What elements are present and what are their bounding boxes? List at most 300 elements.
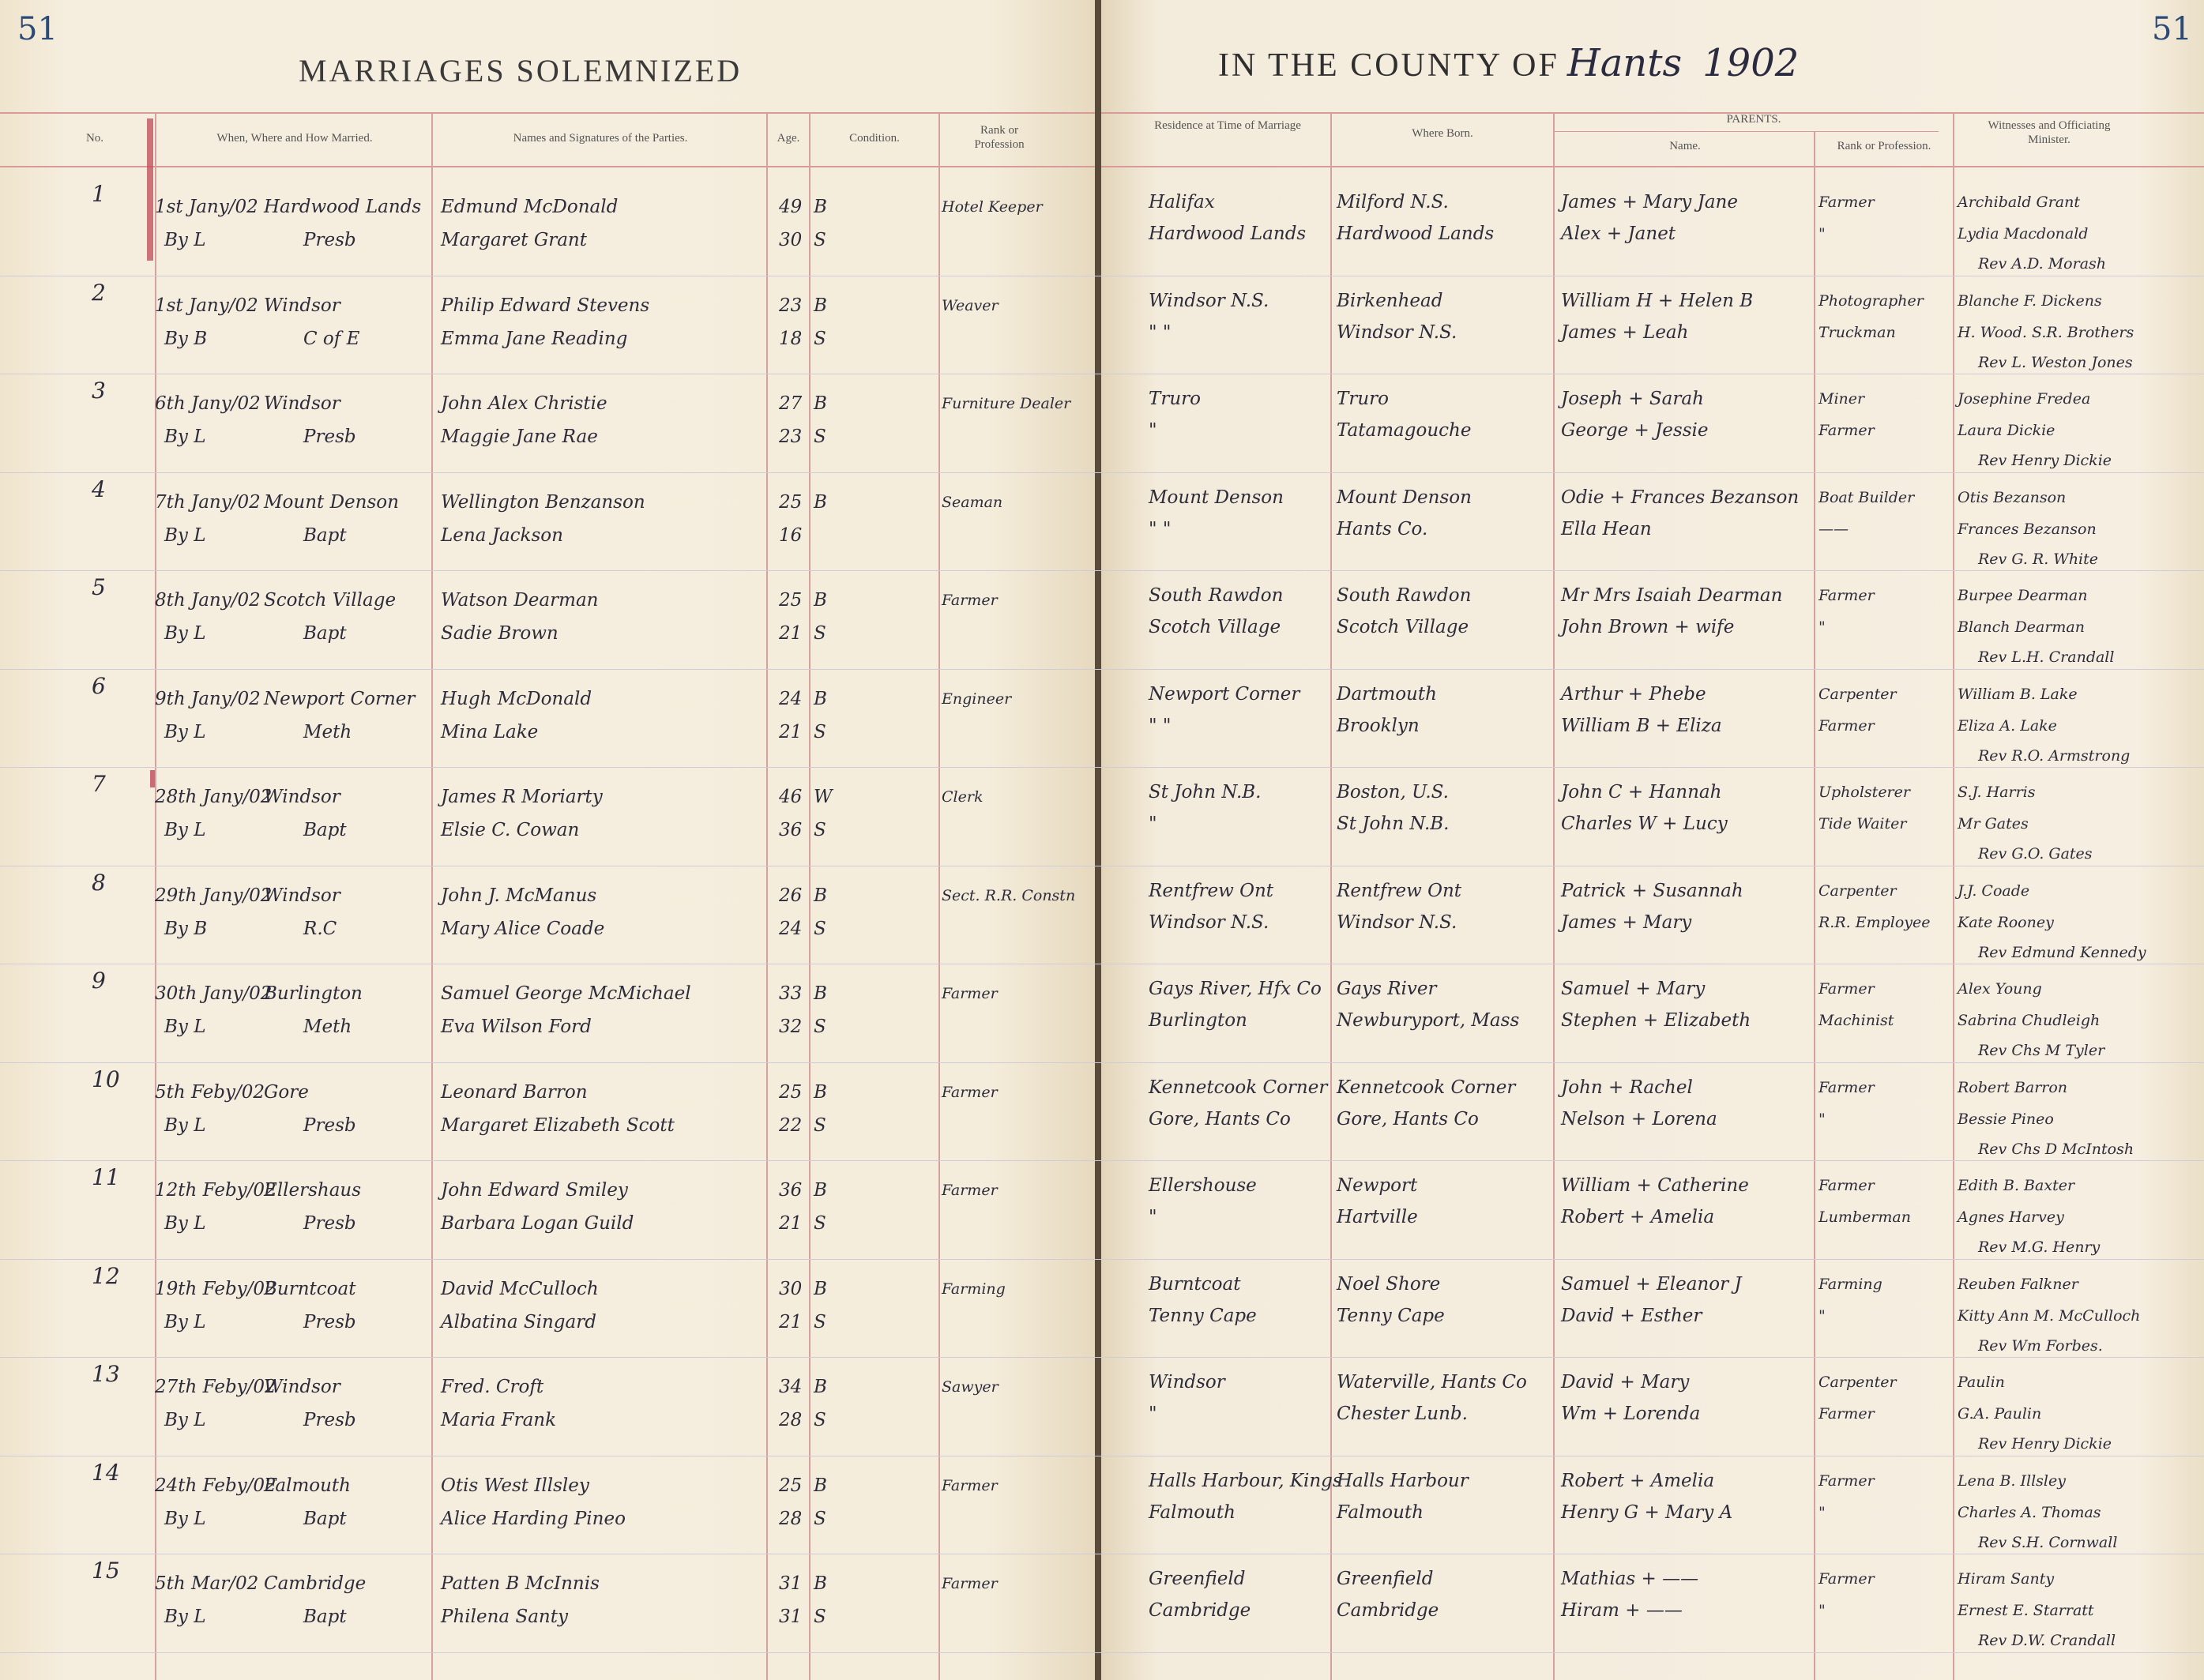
bride-name: Albatina Singard xyxy=(441,1311,596,1332)
marriage-date: 19th Feby/02 xyxy=(155,1278,276,1299)
bride-condition: S xyxy=(814,1114,826,1136)
birthplace-groom: Boston, U.S. xyxy=(1337,782,1449,802)
entry-number: 4 xyxy=(92,475,106,502)
rank-profession: Furniture Dealer xyxy=(942,395,1071,412)
birthplace-groom: Noel Shore xyxy=(1337,1273,1441,1295)
witness-one: Alex Young xyxy=(1958,980,2042,998)
rank-profession: Farmer xyxy=(942,1476,998,1494)
denomination: R.C xyxy=(303,918,337,939)
witness-two: Bessie Pineo xyxy=(1958,1110,2054,1128)
county-label: IN THE COUNTY OF xyxy=(1218,47,1559,84)
header-witnesses: Witnesses and Officiating Minister. xyxy=(1988,119,2111,146)
residence-groom: Mount Denson xyxy=(1149,487,1284,508)
birthplace-bride: St John N.B. xyxy=(1337,814,1450,834)
parents-groom: David + Mary xyxy=(1561,1372,1690,1392)
groom-name: Edmund McDonald xyxy=(441,197,619,217)
groom-name: Leonard Barron xyxy=(441,1081,588,1103)
license-type: By B xyxy=(164,328,208,349)
parents-bride: George + Jessie xyxy=(1561,420,1709,441)
bride-name: Emma Jane Reading xyxy=(441,328,628,349)
entry-number: 5 xyxy=(92,574,106,600)
witness-one: Hiram Santy xyxy=(1958,1570,2055,1588)
bride-condition: S xyxy=(814,820,826,840)
county-heading xyxy=(1218,41,1799,85)
parents-bride: Charles W + Lucy xyxy=(1561,814,1728,834)
parents-groom: Arthur + Phebe xyxy=(1561,683,1706,705)
right-folio: 51 xyxy=(2152,11,2192,47)
denomination: Presb xyxy=(303,230,356,250)
residence-bride: Falmouth xyxy=(1149,1501,1236,1523)
bride-condition: S xyxy=(814,427,826,447)
bride-age: 18 xyxy=(779,328,803,349)
bride-age: 30 xyxy=(779,230,803,250)
witness-two: H. Wood. S.R. Brothers xyxy=(1958,323,2134,341)
birthplace-bride: Windsor N.S. xyxy=(1337,911,1457,933)
groom-age: 34 xyxy=(779,1377,803,1397)
col-divider xyxy=(809,112,811,1680)
birthplace-bride: Hants Co. xyxy=(1337,518,1428,539)
witness-two: Charles A. Thomas xyxy=(1958,1503,2101,1521)
red-ink-mark xyxy=(147,118,153,261)
witness-two: Ernest E. Starratt xyxy=(1958,1602,2094,1619)
witness-one: J.J. Coade xyxy=(1958,881,2030,900)
bride-age: 23 xyxy=(779,427,803,447)
residence-bride: " xyxy=(1149,1207,1157,1227)
witness-one: Burpee Dearman xyxy=(1958,587,2088,604)
groom-name: Patten B McInnis xyxy=(441,1573,600,1594)
witness-two: Sabrina Chudleigh xyxy=(1958,1012,2101,1029)
register-year: 1902 xyxy=(1702,41,1800,85)
groom-condition: B xyxy=(814,1475,827,1496)
rank-profession: Engineer xyxy=(942,690,1012,708)
rank-profession: Farmer xyxy=(942,1575,998,1592)
marriage-place: Gore xyxy=(264,1081,309,1103)
denomination: Bapt xyxy=(303,820,347,840)
header-rank: Rank or Profession xyxy=(974,124,1025,151)
denomination: Bapt xyxy=(303,1607,347,1627)
officiating-minister: Rev S.H. Cornwall xyxy=(1978,1533,2118,1551)
groom-name: Philip Edward Stevens xyxy=(441,295,650,316)
marriage-place: Hardwood Lands xyxy=(264,197,422,217)
entry-rule xyxy=(0,472,2204,473)
parent-profession-groom: Upholsterer xyxy=(1818,784,1910,801)
parents-bride: Nelson + Lorena xyxy=(1561,1108,1717,1129)
parents-bride: John Brown + wife xyxy=(1561,617,1735,637)
parent-profession-bride: Machinist xyxy=(1818,1012,1894,1029)
header-bottom-rule xyxy=(0,166,1095,167)
marriage-date: 8th Jany/02 xyxy=(155,590,261,611)
header-age: Age. xyxy=(777,132,800,145)
witness-two: Kate Rooney xyxy=(1958,913,2054,931)
residence-bride: Tenny Cape xyxy=(1149,1305,1257,1326)
groom-name: Samuel George McMichael xyxy=(441,983,691,1004)
residence-groom: Halls Harbour, Kings xyxy=(1149,1470,1342,1491)
denomination: C of E xyxy=(303,328,360,349)
witness-one: Josephine Fredea xyxy=(1958,390,2091,408)
parents-bride: James + Mary xyxy=(1561,911,1692,933)
parents-groom: James + Mary Jane xyxy=(1561,192,1738,212)
bride-age: 21 xyxy=(779,623,803,644)
rank-profession: Sect. R.R. Constn xyxy=(942,886,1076,904)
entry-rule xyxy=(0,1160,2204,1161)
witness-two: Agnes Harvey xyxy=(1958,1208,2064,1226)
residence-groom: Halifax xyxy=(1149,192,1215,212)
marriage-date: 12th Feby/02 xyxy=(155,1180,276,1201)
officiating-minister: Rev Chs D McIntosh xyxy=(1978,1140,2134,1158)
header-when: When, Where and How Married. xyxy=(216,132,373,145)
entry-number: 7 xyxy=(92,771,106,797)
license-type: By L xyxy=(164,1311,206,1332)
parent-profession-bride: " xyxy=(1818,1503,1826,1521)
entry-rule xyxy=(0,1259,2204,1260)
parent-profession-groom: Farmer xyxy=(1818,1078,1875,1096)
entry-number: 11 xyxy=(92,1164,120,1190)
groom-condition: B xyxy=(814,1180,827,1201)
parents-groom: William H + Helen B xyxy=(1561,290,1754,311)
witness-two: Eliza A. Lake xyxy=(1958,716,2057,735)
birthplace-groom: Waterville, Hants Co xyxy=(1337,1372,1527,1392)
birthplace-groom: Newport xyxy=(1337,1175,1418,1196)
entry-rule xyxy=(0,767,2204,768)
license-type: By L xyxy=(164,1410,206,1430)
parents-bride: Alex + Janet xyxy=(1561,224,1676,244)
groom-condition: W xyxy=(814,787,833,807)
license-type: By L xyxy=(164,1607,206,1627)
birthplace-groom: Halls Harbour xyxy=(1337,1470,1469,1491)
witness-two: Laura Dickie xyxy=(1958,422,2055,439)
book-gutter xyxy=(1095,0,1101,1680)
residence-bride: Windsor N.S. xyxy=(1149,911,1269,933)
marriage-date: 7th Jany/02 xyxy=(155,491,261,513)
rank-profession: Farmer xyxy=(942,1182,998,1199)
entry-number: 9 xyxy=(92,968,106,994)
denomination: Bapt xyxy=(303,623,347,644)
bride-age: 32 xyxy=(779,1017,803,1037)
license-type: By L xyxy=(164,1017,206,1037)
parent-profession-groom: Miner xyxy=(1818,390,1865,408)
groom-condition: B xyxy=(814,197,827,217)
header-no: No. xyxy=(85,132,104,145)
groom-name: David McCulloch xyxy=(441,1278,599,1299)
bride-condition: S xyxy=(814,1213,826,1234)
col-divider xyxy=(1553,112,1555,1680)
denomination: Bapt xyxy=(303,1508,347,1529)
denomination: Meth xyxy=(303,1017,352,1037)
license-type: By L xyxy=(164,820,206,840)
groom-condition: B xyxy=(814,885,827,906)
bride-age: 21 xyxy=(779,721,803,742)
groom-condition: B xyxy=(814,1278,827,1299)
birthplace-bride: Newburyport, Mass xyxy=(1337,1010,1520,1031)
bride-condition: S xyxy=(814,721,826,742)
bride-name: Barbara Logan Guild xyxy=(441,1213,634,1234)
parent-profession-groom: Photographer xyxy=(1818,291,1924,310)
residence-groom: Burntcoat xyxy=(1149,1273,1241,1295)
parents-groom: Odie + Frances Bezanson xyxy=(1561,487,1800,508)
groom-age: 26 xyxy=(779,885,803,906)
officiating-minister: Rev L. Weston Jones xyxy=(1978,353,2133,371)
witness-one: Reuben Falkner xyxy=(1958,1275,2078,1293)
entry-number: 3 xyxy=(92,378,106,404)
license-type: By L xyxy=(164,1508,206,1529)
residence-bride: Hardwood Lands xyxy=(1149,224,1307,244)
license-type: By B xyxy=(164,918,208,939)
parents-bride: Wm + Lorenda xyxy=(1561,1404,1701,1424)
witness-two: Lydia Macdonald xyxy=(1958,225,2089,242)
license-type: By L xyxy=(164,524,206,546)
groom-age: 25 xyxy=(779,590,803,611)
groom-age: 36 xyxy=(779,1180,803,1201)
parent-profession-groom: Carpenter xyxy=(1818,881,1897,900)
marriage-place: Burntcoat xyxy=(264,1278,356,1299)
officiating-minister: Rev Chs M Tyler xyxy=(1978,1042,2105,1059)
birthplace-bride: Brooklyn xyxy=(1337,715,1420,736)
groom-age: 25 xyxy=(779,491,803,513)
parent-profession-bride: " xyxy=(1818,1602,1826,1619)
parents-bride: Stephen + Elizabeth xyxy=(1561,1010,1751,1031)
witness-one: Robert Barron xyxy=(1958,1078,2068,1096)
residence-groom: Windsor N.S. xyxy=(1149,290,1269,311)
bride-condition: S xyxy=(814,1311,826,1332)
col-divider xyxy=(1814,131,1815,1680)
residence-bride: Burlington xyxy=(1149,1010,1247,1031)
bride-condition: S xyxy=(814,918,826,939)
birthplace-bride: Hartville xyxy=(1337,1207,1418,1227)
parent-profession-bride: " xyxy=(1818,1110,1826,1128)
witness-one: Lena B. Illsley xyxy=(1958,1471,2066,1490)
groom-name: John Edward Smiley xyxy=(441,1180,628,1201)
col-divider xyxy=(431,112,433,1680)
bride-condition: S xyxy=(814,328,826,349)
birthplace-groom: Greenfield xyxy=(1337,1569,1434,1589)
rank-profession: Sawyer xyxy=(942,1378,999,1396)
birthplace-groom: Milford N.S. xyxy=(1337,192,1449,212)
entry-number: 10 xyxy=(92,1066,120,1092)
marriage-date: 1st Jany/02 xyxy=(155,295,258,316)
header-residence: Residence at Time of Marriage xyxy=(1154,119,1301,132)
bride-name: Lena Jackson xyxy=(441,524,563,546)
marriage-place: Windsor xyxy=(264,787,340,807)
birthplace-groom: South Rawdon xyxy=(1337,585,1472,606)
parents-groom: John C + Hannah xyxy=(1561,782,1722,802)
bride-condition: S xyxy=(814,1607,826,1627)
groom-condition: B xyxy=(814,393,827,414)
parents-bride: David + Esther xyxy=(1561,1305,1702,1326)
license-type: By L xyxy=(164,1213,206,1234)
col-divider xyxy=(938,112,940,1680)
parent-profession-groom: Farmer xyxy=(1818,1471,1875,1490)
bride-condition: S xyxy=(814,1508,826,1529)
parents-groom: Mathias + —— xyxy=(1561,1569,1699,1589)
bride-age: 28 xyxy=(779,1508,803,1529)
residence-groom: Truro xyxy=(1149,389,1201,409)
bride-age: 22 xyxy=(779,1114,803,1136)
entry-rule xyxy=(0,1062,2204,1063)
bride-name: Margaret Elizabeth Scott xyxy=(441,1114,675,1136)
parent-profession-bride: Farmer xyxy=(1818,422,1875,439)
bride-age: 36 xyxy=(779,820,803,840)
parent-profession-bride: Farmer xyxy=(1818,716,1875,735)
officiating-minister: Rev D.W. Crandall xyxy=(1978,1632,2116,1649)
parent-profession-groom: Farmer xyxy=(1818,587,1875,604)
groom-condition: B xyxy=(814,1081,827,1103)
officiating-minister: Rev Henry Dickie xyxy=(1978,1435,2112,1453)
entry-number: 12 xyxy=(92,1262,120,1289)
parent-profession-bride: " xyxy=(1818,618,1826,636)
birthplace-bride: Hardwood Lands xyxy=(1337,224,1495,244)
marriage-date: 24th Feby/02 xyxy=(155,1475,276,1496)
residence-bride: " " xyxy=(1149,715,1172,736)
bride-age: 31 xyxy=(779,1607,803,1627)
groom-age: 46 xyxy=(779,787,803,807)
bride-name: Margaret Grant xyxy=(441,230,587,250)
marriage-place: Windsor xyxy=(264,1377,340,1397)
marriage-place: Scotch Village xyxy=(264,590,397,611)
rank-profession: Farming xyxy=(942,1280,1006,1298)
officiating-minister: Rev R.O. Armstrong xyxy=(1978,746,2131,765)
residence-groom: St John N.B. xyxy=(1149,782,1262,802)
entry-number: 13 xyxy=(92,1361,120,1387)
witness-one: Paulin xyxy=(1958,1374,2005,1391)
groom-age: 25 xyxy=(779,1475,803,1496)
residence-groom: Rentfrew Ont xyxy=(1149,880,1274,901)
residence-bride: " xyxy=(1149,814,1157,834)
rank-profession: Farmer xyxy=(942,592,998,609)
header-parent-rank: Rank or Profession. xyxy=(1837,140,1931,152)
license-type: By L xyxy=(164,230,206,250)
groom-condition: B xyxy=(814,295,827,316)
groom-name: Hugh McDonald xyxy=(441,688,592,709)
left-page-title: MARRIAGES SOLEMNIZED xyxy=(299,53,743,88)
header-names: Names and Signatures of the Parties. xyxy=(513,132,688,145)
groom-age: 24 xyxy=(779,688,803,709)
marriage-place: Burlington xyxy=(264,983,363,1004)
bride-condition: S xyxy=(814,1017,826,1037)
parent-profession-bride: Tide Waiter xyxy=(1818,815,1907,832)
residence-bride: Cambridge xyxy=(1149,1600,1251,1621)
rank-profession: Hotel Keeper xyxy=(942,198,1043,216)
license-type: By L xyxy=(164,623,206,644)
witness-two: Frances Bezanson xyxy=(1958,520,2097,538)
marriage-place: Windsor xyxy=(264,295,340,316)
bride-age: 21 xyxy=(779,1311,803,1332)
parents-groom: Patrick + Susannah xyxy=(1561,880,1743,901)
denomination: Meth xyxy=(303,721,352,742)
entry-number: 1 xyxy=(92,181,106,207)
bride-age: 24 xyxy=(779,918,803,939)
marriage-date: 5th Feby/02 xyxy=(155,1081,265,1103)
entry-number: 15 xyxy=(92,1558,120,1584)
officiating-minister: Rev Edmund Kennedy xyxy=(1978,943,2146,961)
parents-groom: Joseph + Sarah xyxy=(1561,389,1704,409)
groom-name: Wellington Benzanson xyxy=(441,491,645,513)
parents-bride: Henry G + Mary A xyxy=(1561,1501,1733,1523)
parent-profession-groom: Boat Builder xyxy=(1818,488,1915,506)
marriage-place: Ellershaus xyxy=(264,1180,362,1201)
groom-name: Watson Dearman xyxy=(441,590,599,611)
red-ink-mark xyxy=(150,770,155,787)
residence-groom: Gays River, Hfx Co xyxy=(1149,979,1322,999)
denomination: Presb xyxy=(303,1410,356,1430)
header-top-rule xyxy=(0,112,1095,114)
header-born: Where Born. xyxy=(1412,127,1473,140)
entry-number: 14 xyxy=(92,1459,120,1486)
birthplace-bride: Windsor N.S. xyxy=(1337,321,1457,343)
denomination: Presb xyxy=(303,1311,356,1332)
marriage-place: Falmouth xyxy=(264,1475,351,1496)
header-parent-name: Name. xyxy=(1669,140,1701,152)
rank-profession: Farmer xyxy=(942,985,998,1002)
officiating-minister: Rev Wm Forbes. xyxy=(1978,1336,2103,1355)
parents-groom: Samuel + Mary xyxy=(1561,979,1706,999)
witness-one: Archibald Grant xyxy=(1958,194,2080,211)
marriage-date: 30th Jany/02 xyxy=(155,983,273,1004)
birthplace-bride: Chester Lunb. xyxy=(1337,1404,1468,1424)
marriage-date: 28th Jany/02 xyxy=(155,787,273,807)
residence-groom: Windsor xyxy=(1149,1372,1225,1392)
birthplace-bride: Falmouth xyxy=(1337,1501,1424,1523)
birthplace-bride: Cambridge xyxy=(1337,1600,1439,1621)
entry-rule xyxy=(0,1652,2204,1653)
parent-profession-bride: " xyxy=(1818,225,1826,242)
parents-header-rule xyxy=(1555,131,1939,132)
residence-bride: " " xyxy=(1149,321,1172,343)
header-bottom-rule xyxy=(1101,166,2204,167)
entry-rule xyxy=(0,669,2204,670)
parent-profession-groom: Farmer xyxy=(1818,1177,1875,1194)
witness-one: S.J. Harris xyxy=(1958,784,2036,801)
birthplace-bride: Gore, Hants Co xyxy=(1337,1108,1479,1129)
residence-groom: Newport Corner xyxy=(1149,683,1300,705)
rank-profession: Seaman xyxy=(942,493,1003,511)
groom-condition: B xyxy=(814,983,827,1004)
officiating-minister: Rev G.O. Gates xyxy=(1978,845,2093,863)
marriage-date: 1st Jany/02 xyxy=(155,197,258,217)
parent-profession-bride: —— xyxy=(1818,520,1849,538)
birthplace-groom: Gays River xyxy=(1337,979,1437,999)
parent-profession-groom: Farming xyxy=(1818,1275,1882,1293)
col-divider xyxy=(766,112,768,1680)
residence-groom: Kennetcook Corner xyxy=(1149,1077,1328,1098)
groom-age: 23 xyxy=(779,295,803,316)
bride-name: Philena Santy xyxy=(441,1607,568,1627)
witness-two: Kitty Ann M. McCulloch xyxy=(1958,1306,2141,1325)
groom-age: 30 xyxy=(779,1278,803,1299)
parent-profession-groom: Farmer xyxy=(1818,1570,1875,1588)
birthplace-bride: Scotch Village xyxy=(1337,617,1469,637)
parent-profession-bride: R.R. Employee xyxy=(1818,913,1931,931)
bride-age: 16 xyxy=(779,524,803,546)
marriage-place: Newport Corner xyxy=(264,688,416,709)
parents-bride: Robert + Amelia xyxy=(1561,1207,1715,1227)
officiating-minister: Rev L.H. Crandall xyxy=(1978,648,2115,666)
col-divider xyxy=(1953,112,1954,1680)
bride-name: Mary Alice Coade xyxy=(441,918,605,939)
groom-age: 49 xyxy=(779,197,803,217)
marriage-date: 9th Jany/02 xyxy=(155,688,261,709)
witness-two: Mr Gates xyxy=(1958,815,2029,832)
residence-groom: Greenfield xyxy=(1149,1569,1246,1589)
officiating-minister: Rev G. R. White xyxy=(1978,550,2099,568)
parents-bride: Hiram + —— xyxy=(1561,1600,1683,1621)
rank-profession: Farmer xyxy=(942,1083,998,1101)
marriage-place: Windsor xyxy=(264,885,340,906)
groom-condition: B xyxy=(814,1377,827,1397)
marriage-date: 5th Mar/02 xyxy=(155,1573,259,1594)
parent-profession-groom: Carpenter xyxy=(1818,1374,1897,1391)
bride-condition: S xyxy=(814,1410,826,1430)
entry-number: 8 xyxy=(92,869,106,896)
